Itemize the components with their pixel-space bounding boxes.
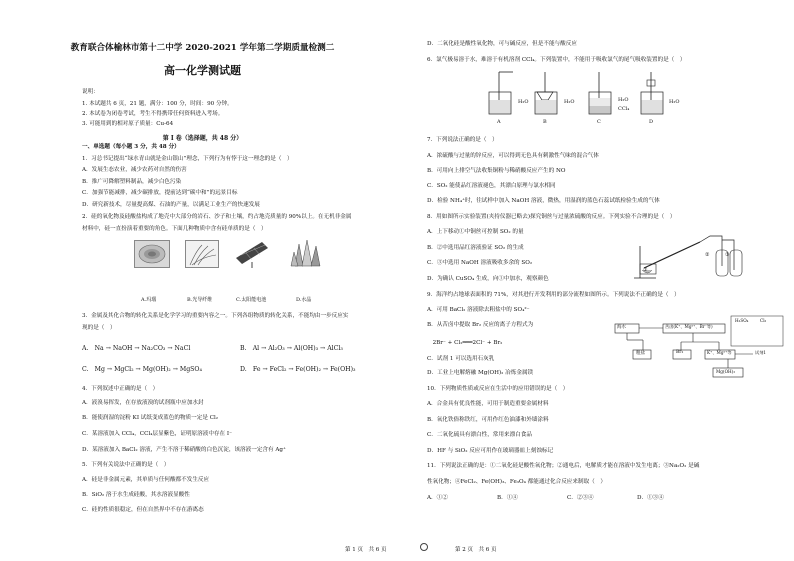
solar-cell-image (232, 238, 270, 268)
caption-d: D.水晶 (296, 297, 312, 303)
question-9-option-a: A．可用 BaCl₂ 溶液除去粗盐中的 SO₄²⁻ (427, 307, 530, 313)
note-line: 2. 本试卷为闭卷考试，考生不得携带任何资料进入考场。 (82, 111, 224, 117)
question-5-option-d: D．二氧化硅是酸性氧化物，可与碱反应，但是不能与酸反应 (427, 41, 577, 47)
apparatus-a-water: H₂O (518, 99, 529, 105)
marker-2: ② (705, 252, 710, 258)
flow-ions: K⁺、Mg²⁺等 (707, 350, 732, 355)
question-1-option-d: D．研究新技术，尽量提高煤、石油的产量，以满足工业生产的快速发展 (82, 202, 260, 208)
question-5-option-b: B．SiO₂ 溶于水生成硅酸，其水溶液显酸性 (82, 492, 190, 498)
agate-image (134, 240, 170, 268)
question-8-option-d: D．为确认 CuSO₄ 生成，向①中加水，观察颜色 (427, 276, 549, 282)
question-1-option-b: B．推广可降解塑料制品，减少白色污染 (82, 179, 182, 185)
question-4-option-a: A．液溴易挥发，在存放液溴的试剂瓶中应加水封 (82, 400, 204, 406)
question-7-option-a: A．浓硫酸与过量的锌反应，可以得到无色具有刺激性气味的混合气体 (427, 153, 599, 159)
label-c: C (597, 119, 601, 125)
question-7-stem: 7．下列说法正确的是（ ） (427, 137, 498, 143)
apparatus-a (489, 72, 513, 114)
marker-3: ③ (725, 252, 730, 258)
page-two (405, 0, 794, 561)
question-11-stem: 11．下列说法正确的是：①二氧化硅是酸性氧化物；②通电后，电解质才能在溶液中发生电离；③Na₂O₂ 是碱 (427, 463, 700, 469)
question-1-stem: 1．习总书记提出“绿水青山就是金山银山”理念，下列行为有悖于这一理念的是（ ） (82, 156, 293, 162)
exam-subtitle: 高一化学测试题 (164, 64, 241, 77)
question-11-option-d: D．①③④ (637, 495, 664, 501)
apparatus-b (535, 72, 557, 114)
question-2-stem-cont: 材料中，硅一直扮演着重要的角色。下面几种物质中含有硅单质的是（ ） (82, 226, 267, 232)
question-10-option-b: B．氧化铁俗称铁红，可用作红色油漆和外墙涂料 (427, 417, 549, 423)
question-7-option-b: B．可用向上排空气法收集铜粉与稀硝酸反应产生的 NO (427, 168, 566, 174)
caption-c: C.太阳能电池 (236, 297, 267, 303)
question-9-option-d: D．工业上电解熔融 Mg(OH)₂ 冶炼金属镁 (427, 370, 534, 376)
question-10-option-c: C．二氧化硫具有漂白性，常用来漂白食品 (427, 432, 532, 438)
solar-panel-icon (232, 238, 270, 268)
section-heading: 第 Ⅰ 卷（选择题，共 48 分） (162, 135, 243, 142)
note-line: 1. 本试题共 6 页，21 题，满分：100 分，时间：90 分钟。 (82, 101, 233, 107)
flow-brine: 苦卤(K⁺、Mg²⁺、Br⁻等) (665, 324, 713, 329)
question-5-option-a: A．硅是非金属元素，其单质与任何酸都不发生反应 (82, 477, 210, 483)
page-footer-1: 第 1 页 共 6 页 (345, 547, 387, 553)
note-line: 3. 可能用到的相对原子质量：Cu-64 (82, 121, 174, 127)
label-a: A (497, 119, 501, 125)
question-1-option-c: C．加强节能减排，减少碳排放，提前达到“碳中和”的远景目标 (82, 190, 238, 196)
question-10-stem: 10．下列物质性质或反应在生活中的应用错误的是（ ） (427, 386, 569, 392)
absorption-apparatus-diagram (485, 70, 695, 124)
apparatus-c-ccl4: CCl₄ (618, 106, 630, 112)
marker-1: ① (643, 267, 648, 273)
question-3-stem: 3．金属及其化合物的转化关系是化学学习的重要内容之一。下列各组物质的转化关系，不能均由一步反应实 (82, 313, 349, 319)
flow-cl2: Cl₂ (760, 318, 767, 323)
question-7-option-d: D．检验 NH₄⁺时，往试样中加入 NaOH 溶液，微热，用湿润的蓝色石蕊试纸检验生成的气体 (427, 198, 660, 204)
page-footer-2: 第 2 页 共 6 页 (455, 547, 497, 553)
apparatus-c-water: H₂O (618, 97, 629, 103)
crystal-icon (287, 238, 327, 268)
question-2-stem: 2．硅的氧化物及硅酸盐构成了地壳中大部分的岩石、沙子和土壤，约占地壳质量的 90%以上。在无机非金属 (82, 214, 352, 220)
question-3-option-c: C. Mg → MgCl₂ → Mg(OH)₂ → MgSO₄ (82, 366, 202, 373)
question-3-stem-cont: 现的是（ ） (82, 325, 116, 331)
question-5-option-c: C．硅的性质很稳定，但在自然界中不存在游离态 (82, 507, 204, 513)
flow-h2so4: H₂SO₄ (735, 318, 749, 323)
question-11-option-a: A．①② (427, 495, 448, 501)
question-6-stem: 6．氯气极易溶于水，难溶于有机溶剂 CCl₄。下列装置中，不能用于吸收氯气的尾气吸收装置的是（ ） (427, 57, 686, 63)
question-10-option-d: D．HF 与 SiO₂ 反应可用作在玻璃器皿上刻蚀标记 (427, 448, 554, 454)
exam-title: 教育联合体榆林市第十二中学 2020-2021 学年第二学期质量检测二 (70, 43, 335, 53)
label-b: B (543, 119, 547, 125)
question-8-option-a: A．上下移动①中铜丝可控制 SO₂ 的量 (427, 229, 524, 235)
question-4-option-d: D．某溶液加入 BaCl₂ 溶液，产生不溶于稀硝酸的白色沉淀，该溶液一定含有 Ag⁺ (82, 447, 286, 453)
question-9-option-b: B．从苦卤中提取 Br₂ 反应的离子方程式为 (427, 322, 534, 328)
question-9-equation: 2Br⁻ + Cl₂═══2Cl⁻ + Br₂ (427, 340, 503, 346)
apparatus-b-water: H₂O (564, 99, 575, 105)
question-3-option-b: B. Al → Al₂O₃ → Al(OH)₃ → AlCl₃ (240, 345, 343, 352)
flow-br2: Br₂ (676, 350, 684, 355)
optical-fiber-icon (186, 241, 218, 267)
crystal-image (287, 238, 327, 268)
flow-seawater: 海水 (617, 325, 626, 330)
question-11-option-c: C．②③④ (567, 495, 594, 501)
caption-a: A.玛瑙 (141, 297, 157, 303)
question-8-option-c: C．③中选用 NaOH 溶液吸收多余的 SO₂ (427, 260, 533, 266)
question-11-stem-cont: 性氧化物；④FeCl₂、Fe(OH)₃、Fe₃O₄ 都能通过化合反应来制取（ ） (427, 479, 606, 485)
apparatus-c (589, 72, 611, 114)
label-d: D (649, 119, 654, 125)
question-10-option-a: A．合金具有优良性能，可用于制造重要金属材料 (427, 401, 549, 407)
question-3-option-d: D. Fe → FeCl₂ → Fe(OH)₂ → Fe(OH)₃ (240, 366, 356, 373)
question-1-option-a: A．发展生态农业，减少农药对自然的伤害 (82, 167, 187, 173)
apparatus-d (641, 72, 663, 114)
caption-b: B.光导纤维 (187, 297, 213, 303)
question-8-stem: 8．用如图所示实验装置(夹持仪器已略去)探究铜丝与过量浓硫酸的反应。下列实验不合理的是（ ） (427, 214, 676, 220)
notes-label: 说明： (82, 89, 99, 95)
flow-mgoh2: Mg(OH)₂ (716, 369, 735, 374)
question-5-stem: 5．下列有关说法中正确的是（ ） (82, 462, 170, 468)
question-3-option-a: A. Na → NaOH → Na₂CO₃ → NaCl (82, 345, 191, 352)
question-8-option-b: B．②中选用品红溶液验证 SO₂ 的生成 (427, 245, 524, 251)
flow-salt: 粗盐 (636, 351, 645, 356)
part-heading: 一、单选题（每小题 3 分，共 48 分） (82, 144, 180, 150)
flow-reagent: 试剂1 (755, 350, 767, 355)
optical-fiber-image (185, 240, 219, 268)
question-7-option-c: C．SO₂ 能使品红溶液褪色，其漂白原理与氯水相同 (427, 183, 556, 189)
question-11-option-b: B．①④ (497, 495, 518, 501)
question-4-option-c: C．某溶液加入 CCl₄，CCl₄层显紫色，证明原溶液中存在 I⁻ (82, 431, 233, 437)
question-4-stem: 4．下列叙述中正确的是（ ） (82, 386, 159, 392)
question-9-stem: 9．海洋约占地球表面积的 71%，对其进行开发利用的部分流程如图所示。下列说法不正确的是（ ） (427, 292, 680, 298)
agate-icon (135, 241, 169, 267)
question-9-option-c: C．试剂 1 可以选用石灰乳 (427, 356, 495, 362)
question-4-option-b: B．能使润湿的淀粉 KI 试纸变成蓝色的物质一定是 Cl₂ (82, 415, 219, 421)
apparatus-d-water: H₂O (669, 99, 680, 105)
